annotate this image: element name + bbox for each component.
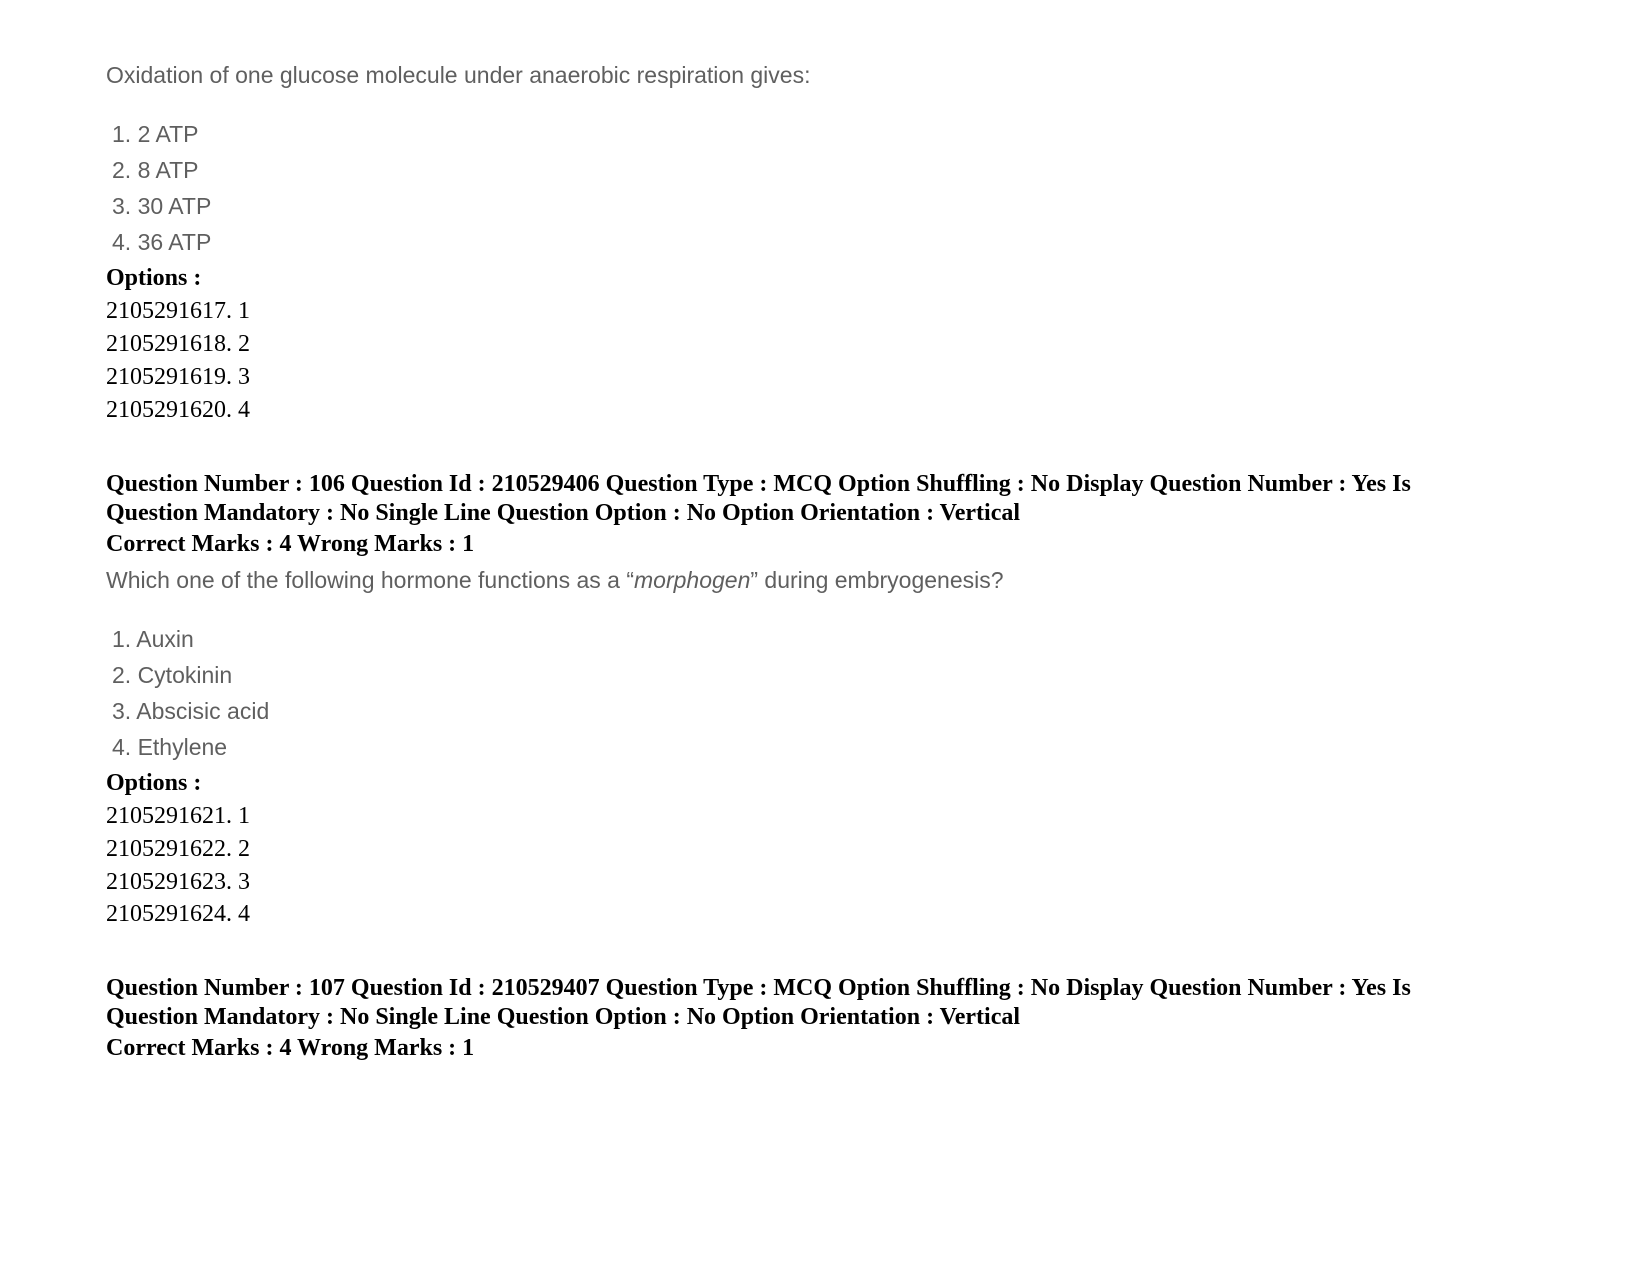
question-106-choice-3: 3. Abscisic acid — [112, 698, 270, 724]
question-105-option-4: 2105291620. 4 — [106, 397, 250, 423]
question-106-marks: Correct Marks : 4 Wrong Marks : 1 — [106, 531, 475, 557]
question-106-meta-line-1: Question Number : 106 Question Id : 210529406 Question Type : MCQ Option Shuffling : No Display Question Number : Yes Is — [106, 471, 1411, 497]
question-106-text-after: ” during embryogenesis? — [750, 567, 1004, 593]
question-106-option-2: 2105291622. 2 — [106, 836, 250, 862]
question-106-choice-4: 4. Ethylene — [112, 734, 228, 760]
question-105-options-label: Options : — [106, 265, 202, 291]
question-105-choice-1: 1. 2 ATP — [112, 121, 199, 147]
question-107-metadata — [106, 974, 1546, 1032]
question-105-option-2: 2105291618. 2 — [106, 331, 250, 357]
question-106-choice-1: 1. Auxin — [112, 626, 194, 652]
question-106-option-3: 2105291623. 3 — [106, 869, 250, 895]
question-105-option-1: 2105291617. 1 — [106, 298, 250, 324]
question-106-text-italic: morphogen — [634, 567, 751, 593]
question-105-choice-2: 2. 8 ATP — [112, 157, 199, 183]
question-106-metadata — [106, 470, 1546, 528]
question-105-choice-3: 3. 30 ATP — [112, 193, 212, 219]
question-106-options-label: Options : — [106, 770, 202, 796]
question-105-choice-4: 4. 36 ATP — [112, 229, 212, 255]
question-105-option-3: 2105291619. 3 — [106, 364, 250, 390]
question-107-marks: Correct Marks : 4 Wrong Marks : 1 — [106, 1035, 475, 1061]
question-106-text — [106, 567, 1004, 594]
question-106-option-4: 2105291624. 4 — [106, 901, 250, 927]
question-106-choice-2: 2. Cytokinin — [112, 662, 233, 688]
question-107-meta-line-1: Question Number : 107 Question Id : 210529407 Question Type : MCQ Option Shuffling : No Display Question Number : Yes Is — [106, 975, 1411, 1001]
question-107-meta-line-2: Question Mandatory : No Single Line Question Option : No Option Orientation : Vertical — [106, 1004, 1021, 1030]
question-106-text-before: Which one of the following hormone functions as a “ — [106, 567, 635, 593]
question-106-meta-line-2: Question Mandatory : No Single Line Question Option : No Option Orientation : Vertical — [106, 500, 1021, 526]
question-105-text: Oxidation of one glucose molecule under anaerobic respiration gives: — [106, 62, 811, 88]
question-106-option-1: 2105291621. 1 — [106, 803, 250, 829]
